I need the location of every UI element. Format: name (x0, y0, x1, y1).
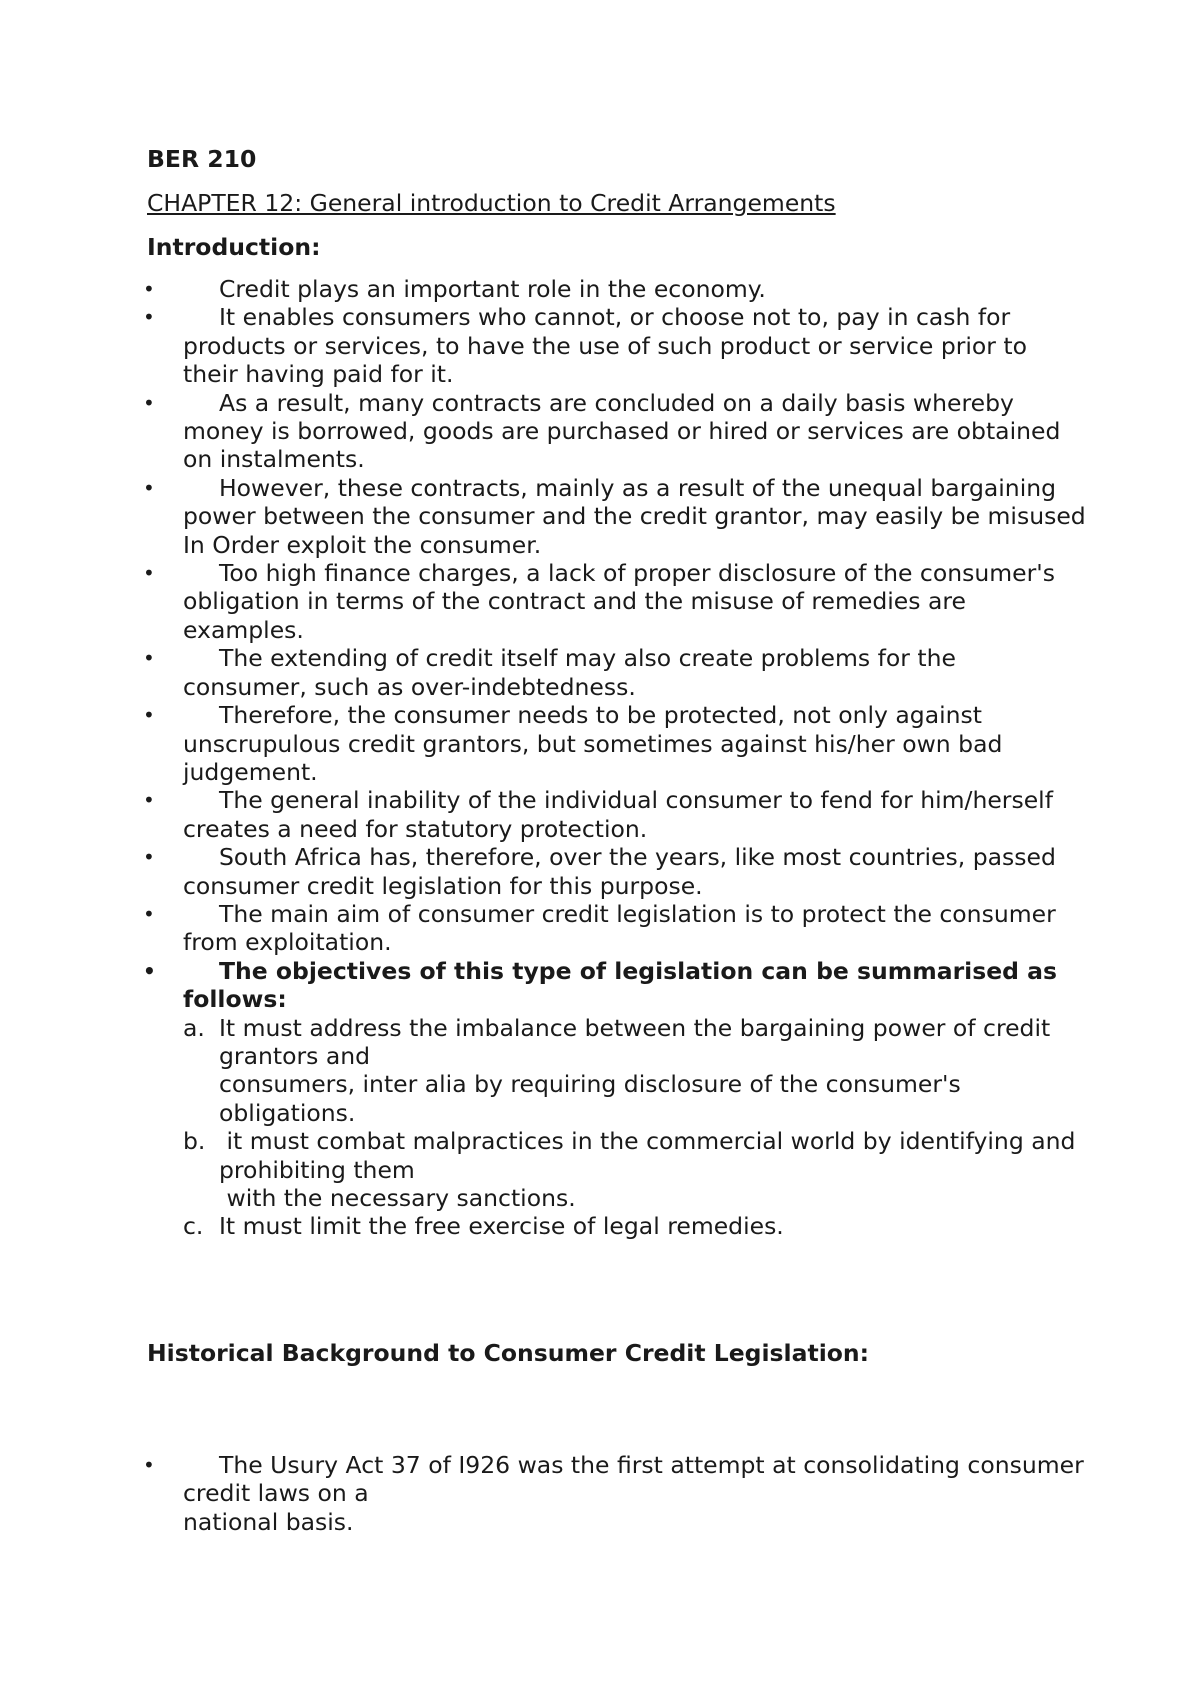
sublist-marker: a. (183, 1013, 205, 1042)
bullet-text: Therefore, the consumer needs to be protected, not only against unscrupulous credit grantors, but sometimes against his/her own bad judgement. (183, 701, 1003, 786)
list-item (147, 900, 1087, 957)
history-heading: Historical Background to Consumer Credit Legislation: (147, 1338, 870, 1367)
objectives-list-item (147, 957, 1087, 1014)
sublist-continuation: consumers, inter alia by requiring disclosure of the consumer's obligations. (219, 1070, 961, 1127)
list-item (147, 701, 1087, 786)
sublist-marker: b. (183, 1127, 206, 1156)
bullet-text: As a result, many contracts are concluded on a daily basis whereby money is borrowed, goods are purchased or hired or services are obtained on instalments. (183, 388, 1061, 474)
chapter-heading: CHAPTER 12: General introduction to Credit Arrangements (147, 189, 836, 217)
list-item (147, 275, 1087, 303)
sublist-continuation: with the necessary sanctions. (219, 1184, 576, 1212)
bullet-text: South Africa has, therefore, over the years, like most countries, passed consumer credit legislation for this purpose. (183, 843, 1056, 900)
sublist-item (183, 1014, 1087, 1128)
sublist-text: It must limit the free exercise of legal remedies. (219, 1212, 784, 1241)
bullet-text: The general inability of the individual consumer to fend for him/herself creates a need for statutory protection. (183, 786, 1053, 843)
list-item (147, 786, 1087, 843)
list-item (147, 644, 1087, 701)
bullet-text: The extending of credit itself may also create problems for the consumer, such as over-indebtedness. (183, 644, 956, 701)
sublist-text: it must combat malpractices in the commercial world by identifying and prohibiting them (219, 1127, 1083, 1184)
bullet-text: The main aim of consumer credit legislation is to protect the consumer from exploitation. (183, 899, 1056, 957)
document-title: BER 210 (147, 145, 257, 173)
list-item (147, 389, 1087, 474)
bullet-text: It enables consumers who cannot, or choose not to, pay in cash for products or services, to have the use of such product or service prior to their having paid for it. (183, 303, 1028, 389)
introduction-bullet-list (147, 275, 1087, 1014)
list-item (147, 303, 1087, 388)
sublist-item (183, 1127, 1087, 1212)
bullet-text: However, these contracts, mainly as a result of the unequal bargaining power between the consumer and the credit grantor, may easily be misused In Order exploit the consumer. (183, 473, 1086, 559)
list-item (147, 559, 1087, 644)
bullet-text: Too high finance charges, a lack of proper disclosure of the consumer's obligation in terms of the contract and the misuse of remedies are examples. (183, 559, 1055, 644)
sublist-text: It must address the imbalance between the bargaining power of credit grantors and (219, 1013, 1051, 1070)
objectives-sublist (147, 1014, 1087, 1241)
list-item (147, 474, 1087, 559)
history-bullet-list (147, 1451, 1087, 1536)
document-content (147, 145, 1087, 1536)
bullet-text: The Usury Act 37 of I926 was the first attempt at consolidating consumer credit laws on a (183, 1450, 1084, 1508)
introduction-heading: Introduction: (147, 233, 321, 261)
list-item (147, 843, 1087, 900)
sublist-marker: c. (183, 1212, 204, 1241)
list-item (147, 1451, 1087, 1536)
objectives-heading: The objectives of this type of legislation can be summarised as follows: (183, 956, 1057, 1014)
sublist-item (183, 1212, 1087, 1240)
bullet-continuation: national basis. (183, 1507, 354, 1536)
bullet-text: Credit plays an important role in the economy. (219, 275, 766, 303)
